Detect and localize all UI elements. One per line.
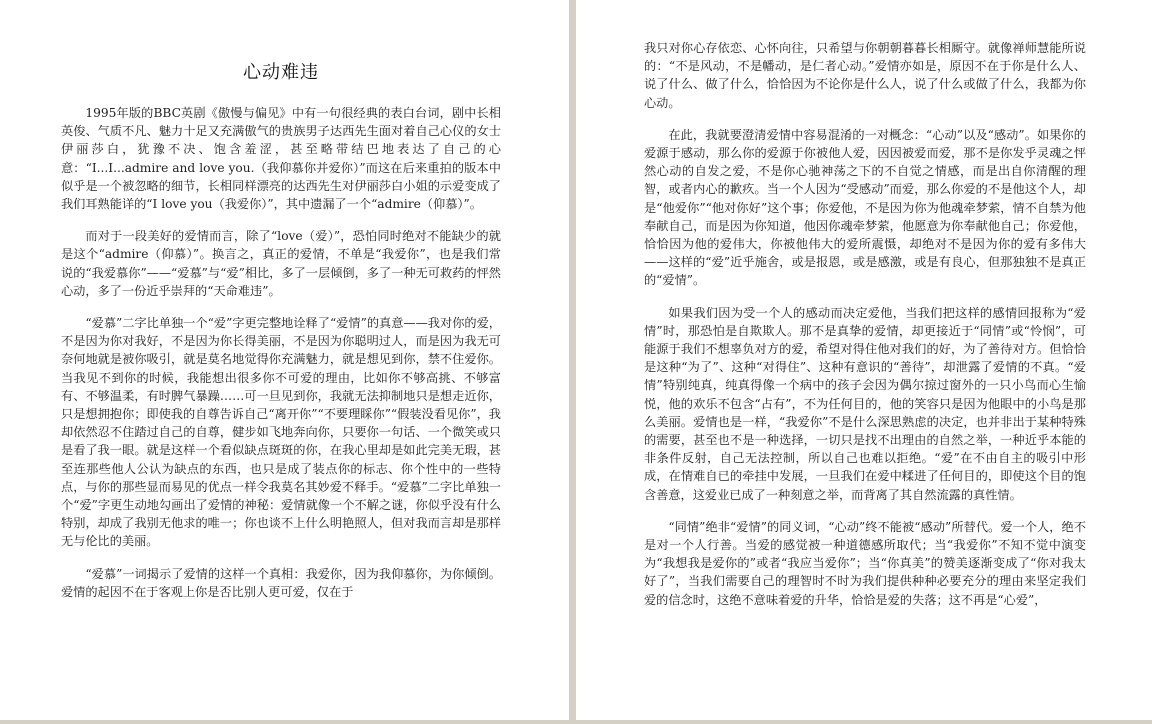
- left-paragraph-2: 而对于一段美好的爱情而言，除了“love（爱）”，恐怕同时绝对不能缺少的就是这个“admire（仰慕）”。换言之，真正的爱情，不单是“我爱你”，也是我们常说的“我爱慕你”——“爱慕”与“爱”相比，多了一层倾倒，多了一种无可救药的怦然心动，多了一份近乎崇拜的“天命难违”。: [61, 229, 501, 298]
- left-paragraph-3: “爱慕”二字比单独一个“爱”字更完整地诠释了“爱情”的真意——我对你的爱，不是因为你对我好，不是因为你长得美丽，不是因为你聪明过人，而是因为我无可奈何地就是被你吸引，就是莫名地觉得你充满魅力，就是想见到你，禁不住爱你。当我见不到你的时候，我能想出很多你不可爱的理由，比如你不够高挑、不够富有、不够温柔，有时脾气暴躁……可一旦见到你，我就无法抑制地只是想走近你，只是想拥抱你；即使我的自尊告诉自己“离开你”“不要理睬你”“假装没看见你”，我却依然忍不住踏过自己的自尊，健步如飞地奔向你，只要你一句话、一个微笑或只是看了我一眼。就是这样一个看似缺点斑斑的你，在我心里却是如此完美无瑕，甚至连那些他人公认为缺点的东西，也只是成了装点你的标志、你个性中的一些特点，与你的那些显而易见的优点一样令我莫名其妙爱不释手。“爱慕”二字比单独一个“爱”字更生动地勾画出了爱情的神秘：爱情就像一个不解之谜，你似乎没有什么特别，却成了我别无他求的唯一；你也谈不上什么明艳照人，但对我而言却是那样无与伦比的美丽。: [61, 316, 501, 549]
- document-title: 心动难违: [243, 62, 319, 83]
- left-page: [0, 0, 569, 724]
- page-gutter: [569, 0, 576, 724]
- right-paragraph-4: “同情”绝非“爱情”的同义词，“心动”终不能被“感动”所替代。爱一个人，绝不是对一个人行善。当爱的感觉被一种道德感所取代；当“我爱你”不知不觉中演变为“我想我是爱你的”或者“我应当爱你”；当“你真美”的赞美逐渐变成了“你对我太好了”，当我们需要自己的理智时不时为我们提供种种必要充分的理由来坚定我们爱的信念时，这绝不意味着爱的升华，恰恰是爱的失落；这不再是“心爱”，: [644, 519, 1086, 607]
- right-paragraph-2: 在此，我就要澄清爱情中容易混淆的一对概念：“心动”以及“感动”。如果你的爱源于感动，那么你的爱源于你被他人爱，因因被爱而爱，那不是你发乎灵魂之怦然心动的自发之爱，不是你心驰神荡之下的不自觉之情感，而是出自你清醒的理智，或者内心的歉疚。当一个人因为“受感动”而爱，那么你爱的不是他这个人，却是“他爱你”“他对你好”这个事；你爱他，不是因为你为他魂牵梦萦，情不自禁为他奉献自己，而是因为你知道，他因你魂牵梦萦，他愿意为你奉献他自己；你爱他，恰恰因为他的爱伟大，你被他伟大的爱所震慑，却绝对不是因为你的爱有多伟大——这样的“爱”近乎施舍，或是报恩，或是感激，或是有良心，但那独独不是真正的“爱情”。: [644, 127, 1086, 288]
- right-paragraph-1: 我只对你心存依恋、心怀向往，只希望与你朝朝暮暮长相厮守。就像禅师慧能所说的：“不是风动，不是幡动，是仁者心动。”爱情亦如是，原因不在于你是什么人、说了什么、做了什么，恰恰因为不论你是什么人，说了什么或做了什么，我都为你心动。: [644, 41, 1086, 110]
- right-paragraph-3: 如果我们因为受一个人的感动而决定爱他，当我们把这样的感情回报称为“爱情”时，那恐怕是自欺欺人。那不是真挚的爱情，却更接近于“同情”或“怜悯”，可能源于我们不想辜负对方的爱，希望对得住他对我们的好，为了善待对方。但恰恰是这种“为了”、这种“对得住”、这种有意识的“善待”，却泄露了爱情的不真。“爱情”特别纯真，纯真得像一个病中的孩子会因为偶尔掠过窗外的一只小鸟而心生愉悦，他的欢乐不包含“占有”，不为任何目的，他的笑容只是因为他眼中的小鸟是那么美丽。爱情也是一样，“我爱你”不是什么深思熟虑的决定，也并非出于某种特殊的需要，甚至也不是一种选择，一切只是找不出理由的自然之举，一种近乎本能的非条件反射，自己无法控制，所以自己也难以拒绝。“爱”在不由自主的吸引中形成，在情难自已的牵挂中发展，一旦我们在爱中糅进了任何目的，即使这个目的饱含善意，这爱业已成了一种刻意之举，而背离了其自然流露的真性情。: [644, 305, 1086, 502]
- left-paragraph-1: 1995年版的BBC英剧《傲慢与偏见》中有一句很经典的表白台词，剧中长相英俊、气质不凡、魅力十足又充满傲气的贵族男子达西先生面对着自己心仪的女士伊丽莎白，犹豫不决、饱含羞涩，甚至略带结巴地表达了自己的心意：“I...I...admire and love you.（我仰慕你并爱你）”而这在后来重拍的版本中似乎是一个被忽略的细节，长相同样漂亮的达西先生对伊丽莎白小姐的示爱变成了我们耳熟能详的“I love you（我爱你）”，其中遗漏了一个“admire（仰慕）”。: [61, 106, 501, 212]
- viewer-bottom-edge: [0, 720, 1152, 724]
- right-page: [576, 0, 1152, 724]
- left-paragraph-4: “爱慕”一词揭示了爱情的这样一个真相：我爱你，因为我仰慕你，为你倾倒。爱情的起因不在于客观上你是否比别人更可爱，仅在于: [61, 566, 501, 599]
